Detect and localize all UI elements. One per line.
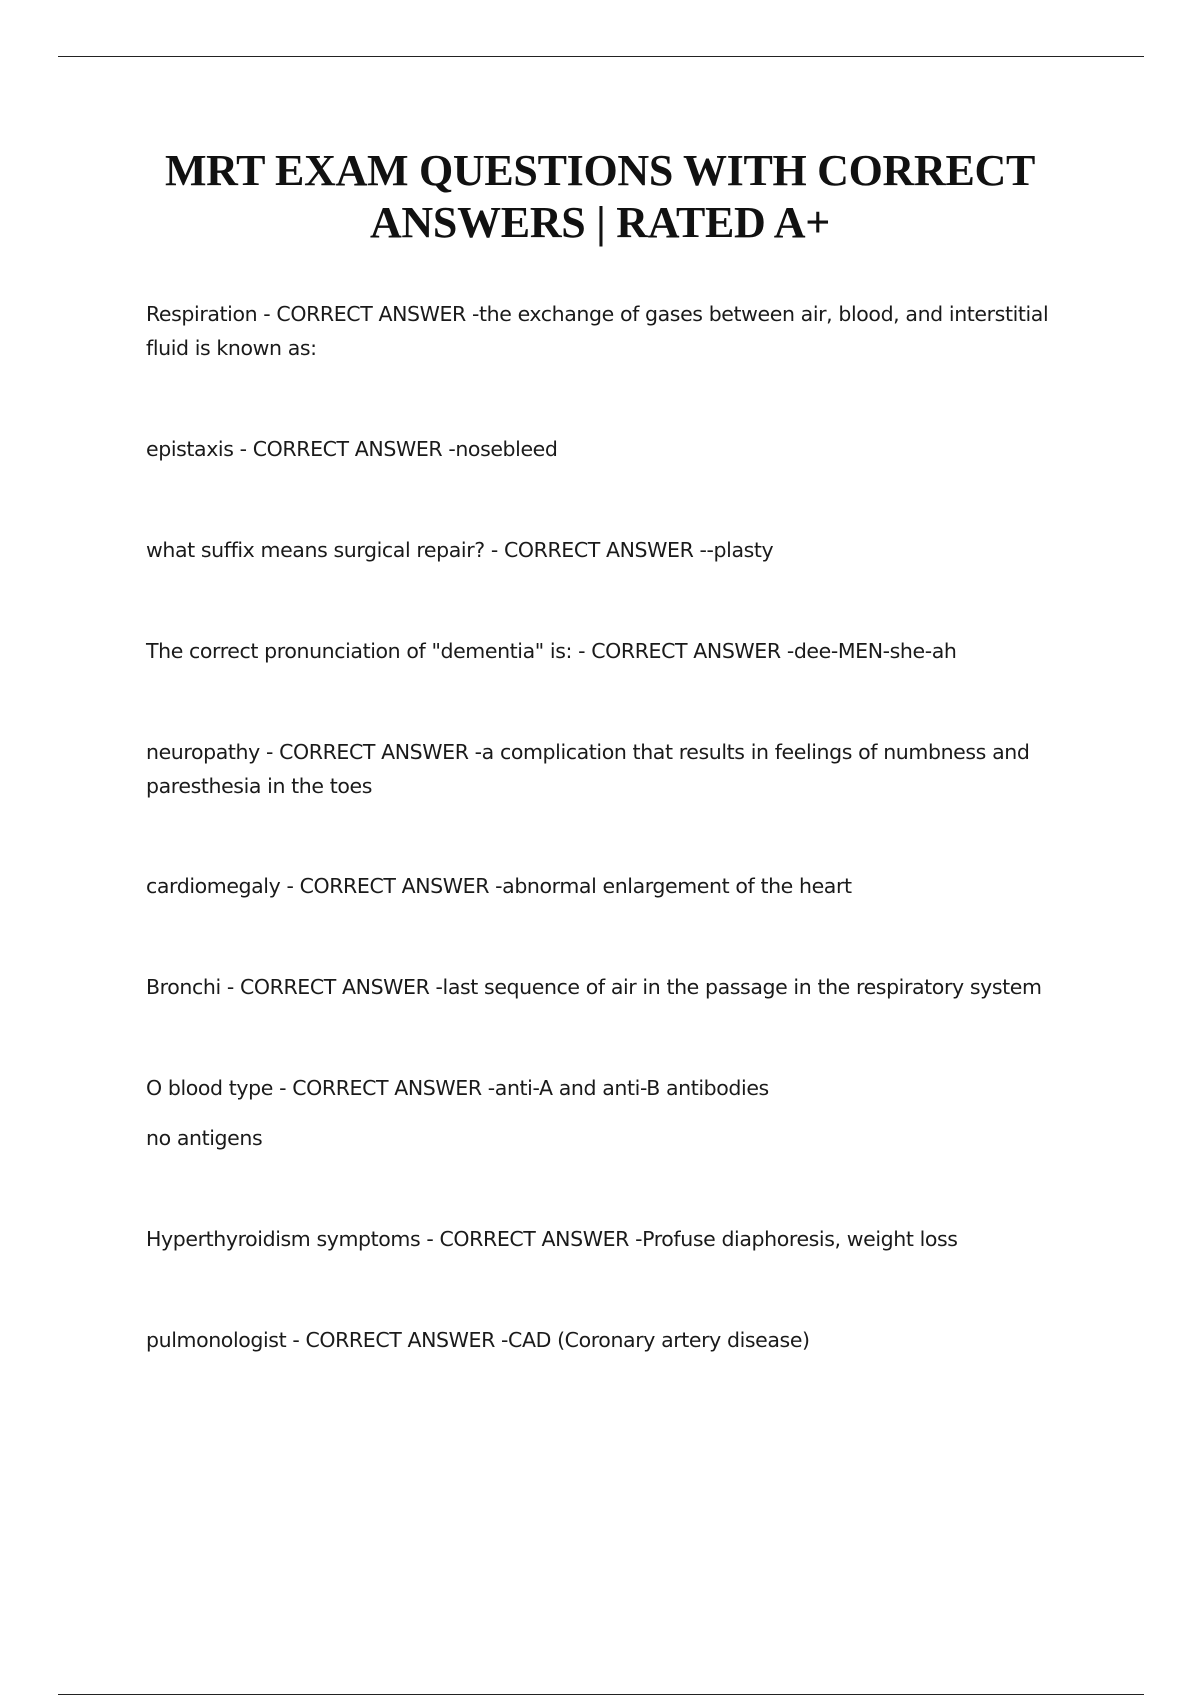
qa-entry-text: Bronchi - CORRECT ANSWER -last sequence of air in the passage in the respiratory system [146, 975, 1042, 999]
qa-entry-respiration [146, 297, 1086, 365]
qa-entry-text: neuropathy - CORRECT ANSWER -a complication that results in feelings of numbness and paresthesia in the toes [146, 740, 1030, 798]
qa-entry-blood-type [146, 1071, 1086, 1155]
qa-entry-text: The correct pronunciation of "dementia" is: - CORRECT ANSWER -dee-MEN-she-ah [146, 639, 957, 663]
qa-entry-text: cardiomegaly - CORRECT ANSWER -abnormal enlargement of the heart [146, 874, 852, 898]
qa-entry-extra-line: no antigens [146, 1126, 263, 1150]
qa-entry-text: O blood type - CORRECT ANSWER -anti-A and anti-B antibodies [146, 1076, 769, 1100]
qa-entry-pulmonologist [146, 1323, 1086, 1357]
qa-entry-neuropathy [146, 735, 1086, 803]
document-title: MRT EXAM QUESTIONS WITH CORRECT ANSWERS | RATED A+ [164, 146, 1036, 247]
qa-entry-cardiomegaly [146, 869, 1086, 903]
qa-entry-dementia [146, 634, 1086, 668]
qa-entry-text: pulmonologist - CORRECT ANSWER -CAD (Coronary artery disease) [146, 1328, 810, 1352]
bottom-rule [58, 1694, 1144, 1695]
qa-entry-text: Respiration - CORRECT ANSWER -the exchange of gases between air, blood, and interstitial fluid is known as: [146, 302, 1049, 360]
qa-entry-bronchi [146, 970, 1086, 1004]
qa-entry-text: what suffix means surgical repair? - CORRECT ANSWER --plasty [146, 538, 774, 562]
qa-entry-hyperthyroidism [146, 1222, 1086, 1256]
qa-entry-epistaxis [146, 432, 1086, 466]
qa-entry-plasty [146, 533, 1086, 567]
qa-entry-text: Hyperthyroidism symptoms - CORRECT ANSWER -Profuse diaphoresis, weight loss [146, 1227, 958, 1251]
qa-entry-text: epistaxis - CORRECT ANSWER -nosebleed [146, 437, 558, 461]
top-rule [58, 56, 1144, 57]
